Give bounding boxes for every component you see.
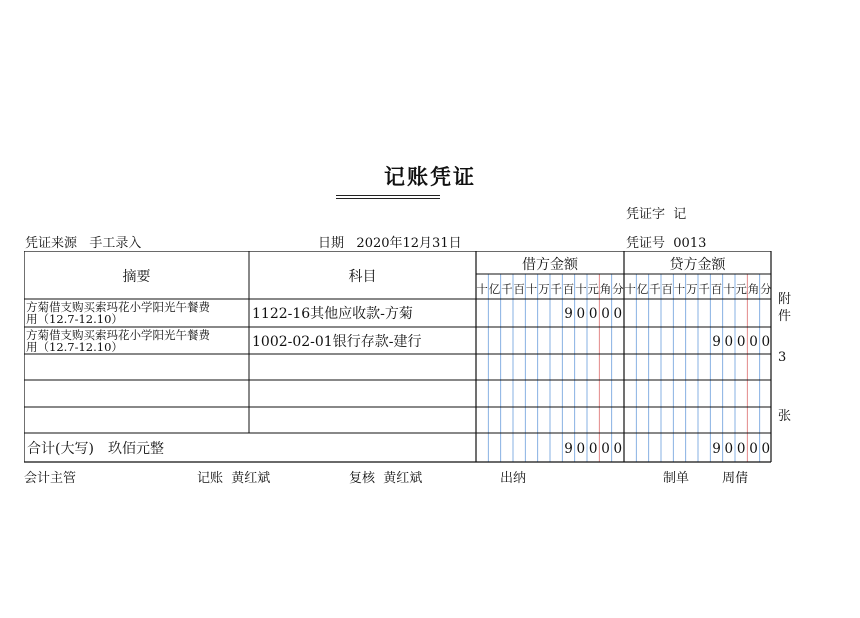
voucher-title: 记账凭证	[384, 165, 476, 189]
debit-digit-unit: 角	[599, 282, 612, 296]
credit-digit-unit: 分	[760, 282, 772, 296]
debit-digit-unit: 十	[525, 282, 538, 296]
entry-summary-line2: 用（12.7-12.10）	[26, 340, 123, 354]
maker-name: 周倩	[722, 471, 749, 486]
entry-debit-digit: 9	[564, 306, 573, 322]
total-credit-digit: 9	[712, 441, 721, 457]
entry-debit-digit: 0	[613, 306, 623, 322]
voucher-word-row	[626, 203, 686, 222]
entry-debit-digit: 0	[601, 306, 610, 322]
attachment-unit: 张	[778, 409, 792, 424]
credit-digit-unit: 十	[723, 282, 735, 296]
total-debit-digit: 0	[601, 441, 610, 457]
bookkeeper-name: 黄红斌	[231, 471, 271, 486]
account-header: 科目	[348, 269, 377, 285]
cashier-signature	[500, 467, 534, 486]
entry-credit-digit: 9	[712, 334, 721, 350]
reviewer-name: 黄红斌	[383, 471, 423, 486]
debit-digit-unit: 元	[587, 282, 599, 296]
attachment-count: 3	[778, 350, 787, 365]
entry-summary-line1: 方菊借支购买索玛花小学阳光午餐费	[26, 328, 210, 342]
summary-header: 摘要	[122, 269, 151, 285]
credit-digit-unit: 千	[698, 282, 710, 296]
maker-signature	[663, 467, 748, 486]
credit-digit-unit: 亿	[636, 282, 649, 296]
credit-digit-unit: 千	[649, 282, 661, 296]
reviewer-signature	[349, 467, 422, 486]
entry-debit-digit: 0	[576, 306, 586, 322]
reviewer-label: 复核	[349, 471, 376, 486]
debit-digit-unit: 万	[538, 282, 550, 296]
voucher-word-label: 凭证字	[626, 207, 666, 222]
source-row	[25, 232, 141, 251]
entry-summary-line2: 用（12.7-12.10）	[26, 312, 123, 326]
entry-credit-digit: 0	[761, 334, 771, 350]
entry-summary-line1: 方菊借支购买索玛花小学阳光午餐费	[26, 300, 210, 314]
entry-account: 1002-02-01银行存款-建行	[252, 334, 422, 350]
credit-digit-unit: 万	[686, 282, 698, 296]
entry-credit-digit: 0	[724, 334, 734, 350]
attachment-label-mid: 件	[778, 309, 792, 324]
total-credit-digit: 0	[761, 441, 771, 457]
credit-header: 贷方金额	[669, 257, 726, 273]
debit-digit-unit: 十	[575, 282, 587, 296]
credit-digit-unit: 百	[661, 282, 673, 296]
credit-digit-unit: 十	[673, 282, 686, 296]
supervisor-signature	[24, 467, 84, 486]
credit-digit-unit: 元	[735, 282, 747, 296]
debit-digit-unit: 亿	[488, 282, 501, 296]
voucher-table	[24, 251, 772, 463]
bookkeeper-signature	[197, 467, 270, 486]
credit-digit-unit: 百	[710, 282, 723, 296]
voucher-no-label: 凭证号	[626, 236, 666, 251]
debit-digit-unit: 百	[513, 282, 525, 296]
voucher-word-value: 记	[673, 207, 687, 222]
title-underline	[336, 195, 440, 196]
credit-digit-unit: 角	[747, 282, 760, 296]
total-debit-digit: 0	[576, 441, 586, 457]
date-row	[318, 232, 462, 251]
maker-label: 制单	[663, 471, 690, 486]
entry-debit-digit: 0	[588, 306, 598, 322]
supervisor-label: 会计主管	[24, 471, 77, 486]
date-label: 日期	[318, 236, 345, 251]
total-label: 合计(大写)	[27, 441, 94, 457]
entry-credit-digit: 0	[736, 334, 746, 350]
source-label: 凭证来源	[25, 236, 78, 251]
voucher-no-value: 0013	[673, 236, 707, 251]
debit-header: 借方金额	[522, 257, 578, 273]
total-debit-digit: 0	[588, 441, 598, 457]
source-value: 手工录入	[89, 236, 142, 251]
total-credit-digit: 0	[724, 441, 734, 457]
voucher-no-row	[626, 232, 706, 251]
total-credit-digit: 0	[749, 441, 758, 457]
debit-digit-unit: 分	[612, 282, 624, 296]
total-credit-digit: 0	[736, 441, 746, 457]
debit-digit-unit: 千	[501, 282, 513, 296]
bookkeeper-label: 记账	[197, 471, 224, 486]
entry-account: 1122-16其他应收款-方菊	[252, 306, 413, 322]
total-words: 玖佰元整	[108, 441, 164, 457]
debit-digit-unit: 百	[562, 282, 575, 296]
entry-credit-digit: 0	[749, 334, 758, 350]
debit-digit-unit: 千	[550, 282, 562, 296]
attachment-label-top: 附	[778, 292, 792, 307]
total-debit-digit: 9	[564, 441, 573, 457]
total-debit-digit: 0	[613, 441, 623, 457]
credit-digit-unit: 十	[624, 282, 636, 296]
debit-digit-unit: 十	[476, 282, 488, 296]
title-underline-double	[336, 198, 440, 199]
cashier-label: 出纳	[500, 471, 527, 486]
date-value: 2020年12月31日	[356, 236, 462, 251]
